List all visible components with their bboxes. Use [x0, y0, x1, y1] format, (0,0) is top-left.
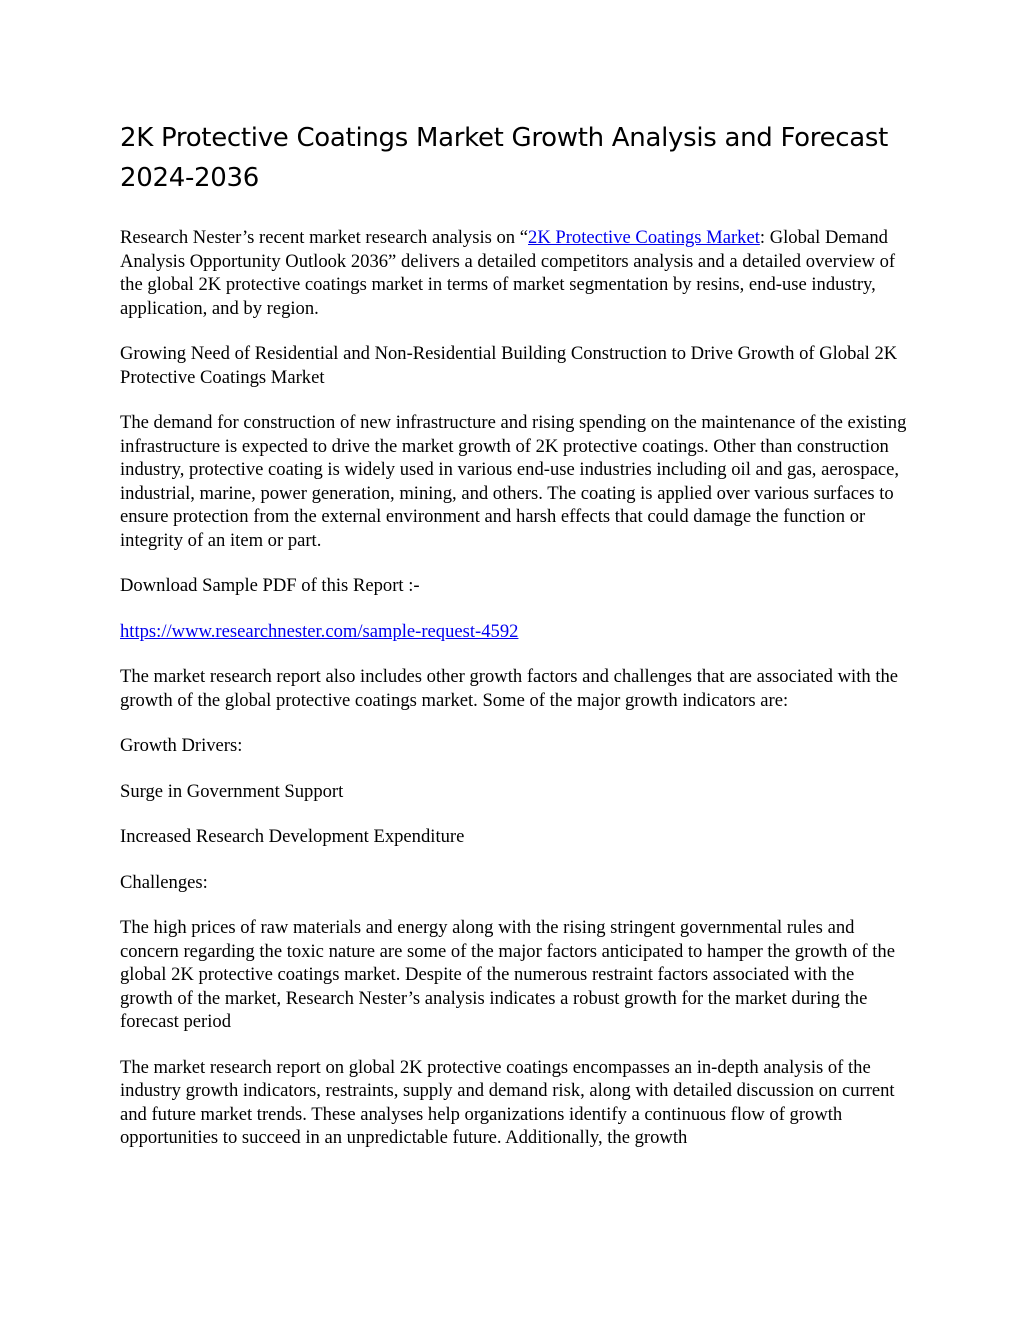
document-page	[120, 118, 910, 1172]
demand-paragraph: The demand for construction of new infrastructure and rising spending on the maintenance of the existing infrastructure is expected to drive the market growth of 2K protective coatings. Other than construction industry, protective coating is widely used in various end-use industries including oil and gas, aerospace, industrial, marine, power generation, mining, and others. The coating is applied over various surfaces to ensure protection from the external environment and harsh effects that could damage the function or integrity of an item or part.	[120, 412, 907, 551]
intro-paragraph	[120, 226, 910, 320]
intro-text-before: Research Nester’s recent market research analysis on “	[120, 227, 529, 248]
challenges-label: Challenges:	[120, 871, 208, 893]
sample-request-link[interactable]: https://www.researchnester.com/sample-request-4592	[120, 620, 519, 642]
subheading-paragraph: Growing Need of Residential and Non-Residential Building Construction to Drive Growth of Global 2K Protective Coatings Market	[120, 343, 898, 388]
driver-item-1: Surge in Government Support	[120, 780, 344, 802]
challenges-paragraph: The high prices of raw materials and energy along with the rising stringent governmental rules and concern regarding the toxic nature are some of the major factors anticipated to hamper the growth of the global 2K protective coatings market. Despite of the numerous restraint factors associated with the growth of the market, Research Nester’s analysis indicates a robust growth for the market during the forecast period	[120, 917, 895, 1032]
document-title: 2K Protective Coatings Market Growth Analysis and Forecast 2024-2036	[120, 123, 889, 193]
driver-item-2: Increased Research Development Expenditure	[120, 826, 465, 847]
download-label: Download Sample PDF of this Report :-	[120, 575, 420, 596]
growth-factors-paragraph: The market research report also includes other growth factors and challenges that are associated with the growth of the global protective coatings market. Some of the major growth indicators are:	[120, 666, 899, 711]
report-paragraph: The market research report on global 2K protective coatings encompasses an in-depth analysis of the industry growth indicators, restraints, supply and demand risk, along with detailed discussion on current and future market trends. These analyses help organizations identify a continuous flow of growth opportunities to succeed in an unpredictable future. Additionally, the growth	[120, 1056, 895, 1148]
market-report-link[interactable]: 2K Protective Coatings Market	[528, 227, 760, 248]
sample-url-paragraph	[120, 620, 910, 644]
intro-text-after: : Global Demand Analysis Opportunity Outlook 2036” delivers a detailed competitors analysis and a detailed overview of the global 2K protective coatings market in terms of market segmentation by resins, end-use industry, application, and by region.	[120, 227, 896, 319]
growth-drivers-label: Growth Drivers:	[120, 735, 243, 756]
